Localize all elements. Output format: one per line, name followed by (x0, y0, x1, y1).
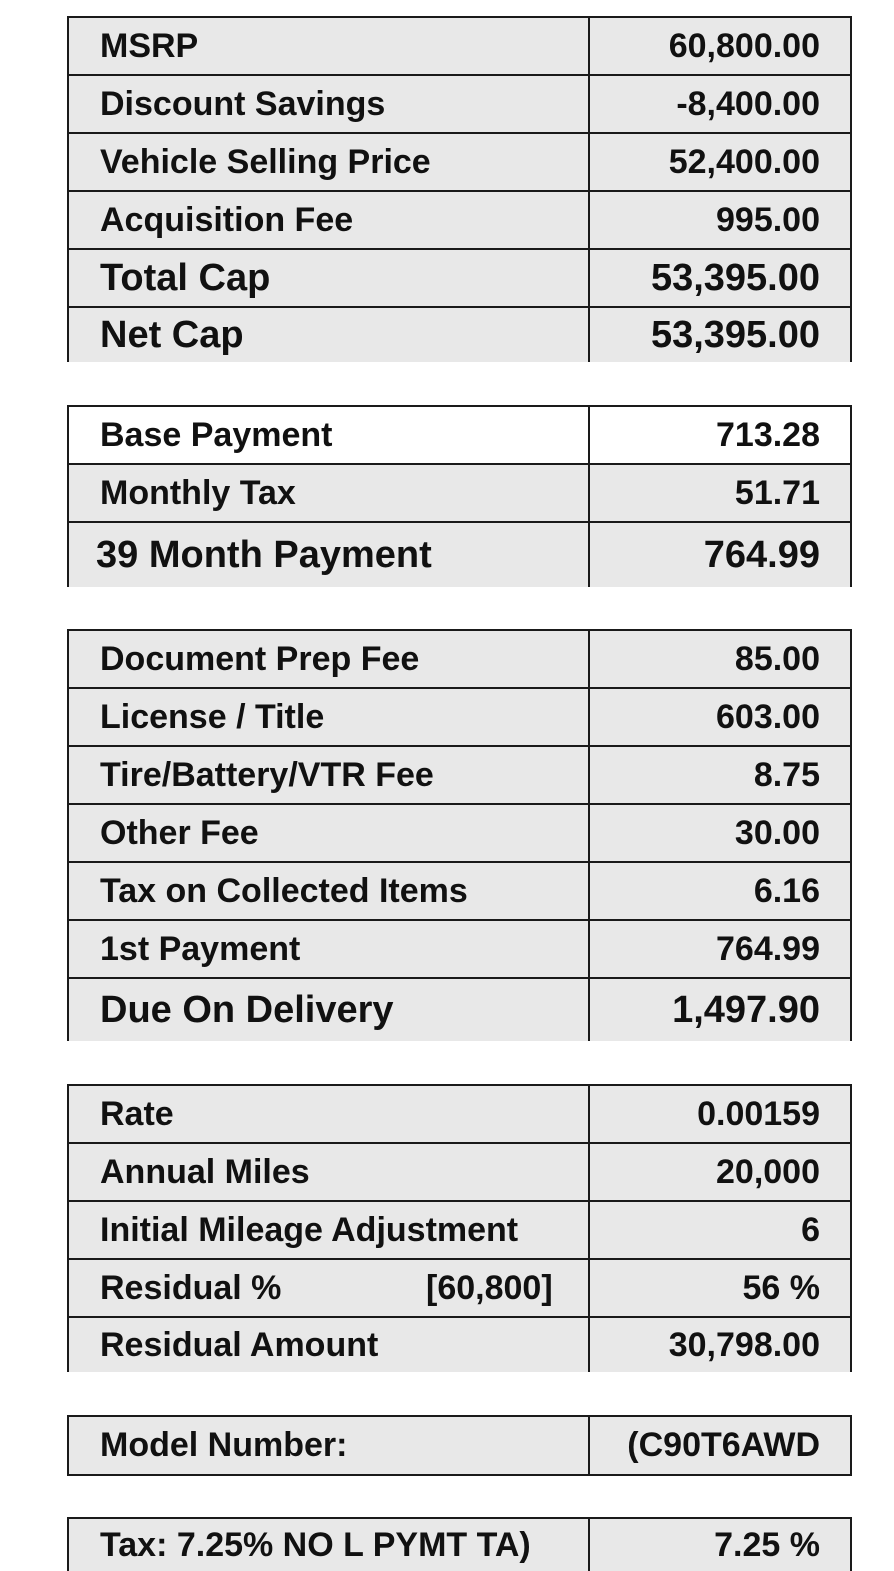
row-value: 30.00 (734, 813, 820, 852)
row-first-payment (67, 919, 852, 977)
row-label (96, 523, 596, 587)
row-label: Tire/Battery/VTR Fee (100, 755, 434, 794)
row-label: License / Title (100, 697, 325, 736)
row-value: 8.75 (753, 755, 820, 794)
row-label: Monthly Tax (100, 473, 296, 512)
month-payment-label: Month Payment (148, 533, 432, 576)
row-value: 0.00159 (697, 1094, 820, 1133)
row-value: 764.99 (716, 929, 820, 968)
row-label: Tax: 7.25% NO L PYMT TA) (100, 1525, 531, 1564)
lease-term: 39 (96, 533, 139, 576)
row-net-cap (67, 306, 852, 362)
row-label: Initial Mileage Adjustment (100, 1210, 519, 1249)
row-value: 764.99 (703, 533, 820, 576)
row-value: 53,395.00 (650, 313, 820, 356)
row-acquisition-fee (67, 190, 852, 248)
row-label: Total Cap (100, 256, 271, 299)
row-value: 1,497.90 (672, 988, 820, 1031)
row-value: 6 (801, 1210, 820, 1249)
row-label: Document Prep Fee (100, 639, 420, 678)
row-label: Due On Delivery (100, 988, 394, 1031)
row-due-on-delivery (67, 977, 852, 1041)
row-model-number (67, 1415, 852, 1476)
row-total-cap (67, 248, 852, 306)
row-label: Residual Amount (100, 1325, 379, 1364)
row-msrp (67, 16, 852, 74)
row-label: Tax on Collected Items (100, 871, 468, 910)
row-month-payment (67, 521, 852, 587)
residual-percent-label: Residual % (100, 1268, 282, 1307)
row-value: 56 % (742, 1268, 820, 1307)
row-label: Acquisition Fee (100, 200, 354, 239)
row-license-title (67, 687, 852, 745)
row-label (100, 1260, 600, 1316)
row-label: MSRP (100, 26, 199, 65)
row-label: Net Cap (100, 313, 244, 356)
row-value: 52,400.00 (668, 142, 820, 181)
row-value: 53,395.00 (650, 256, 820, 299)
row-annual-miles (67, 1142, 852, 1200)
row-value: 713.28 (716, 415, 820, 454)
row-residual-percent (67, 1258, 852, 1316)
row-value: 995.00 (716, 200, 820, 239)
row-tire-battery-fee (67, 745, 852, 803)
row-value: 51.71 (734, 473, 820, 512)
row-discount-savings (67, 74, 852, 132)
row-rate (67, 1084, 852, 1142)
row-label: Model Number: (100, 1426, 348, 1464)
row-label: Annual Miles (100, 1152, 310, 1191)
row-label: Vehicle Selling Price (100, 142, 431, 181)
row-initial-mileage-adjustment (67, 1200, 852, 1258)
row-value: 6.16 (753, 871, 820, 910)
row-label: Base Payment (100, 415, 333, 454)
row-tax (67, 1517, 852, 1571)
row-monthly-tax (67, 463, 852, 521)
residual-base-amount: [60,800] (426, 1268, 553, 1307)
row-value: 30,798.00 (668, 1325, 820, 1364)
row-label: Discount Savings (100, 84, 386, 123)
row-value: 603.00 (716, 697, 820, 736)
row-value: -8,400.00 (676, 84, 820, 123)
row-value: 85.00 (734, 639, 820, 678)
row-base-payment (67, 405, 852, 463)
row-value: (C90T6AWD (627, 1426, 820, 1464)
row-document-prep-fee (67, 629, 852, 687)
row-label: 1st Payment (100, 929, 301, 968)
row-value: 20,000 (716, 1152, 820, 1191)
row-vehicle-selling-price (67, 132, 852, 190)
row-label: Other Fee (100, 813, 259, 852)
row-value: 7.25 % (714, 1525, 820, 1564)
row-label: Rate (100, 1094, 174, 1133)
row-tax-on-collected-items (67, 861, 852, 919)
row-other-fee (67, 803, 852, 861)
row-value: 60,800.00 (668, 26, 820, 65)
row-residual-amount (67, 1316, 852, 1372)
